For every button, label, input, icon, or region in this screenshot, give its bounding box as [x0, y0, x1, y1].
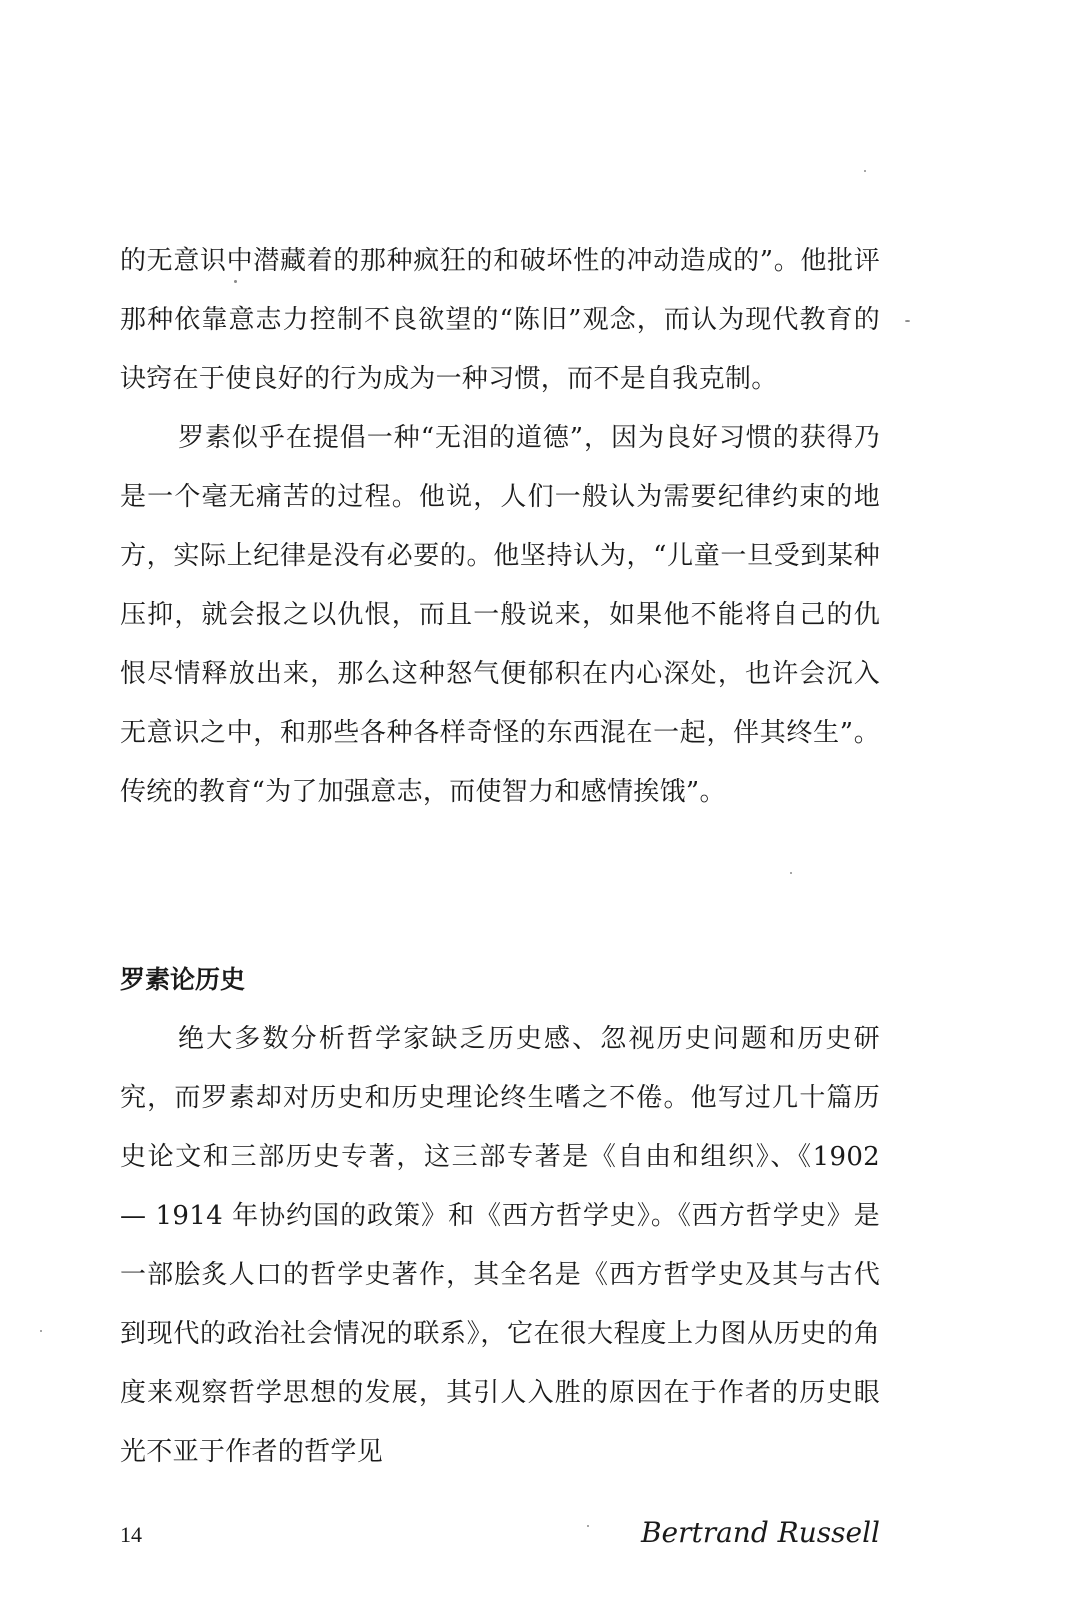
scan-speck	[864, 170, 866, 172]
paragraph-continued: 的无意识中潜藏着的那种疯狂的和破坏性的冲动造成的”。他批评那种依靠意志力控制不良欲望的“陈旧”观念，而认为现代教育的诀窍在于使良好的行为成为一种习惯，而不是自我克制。	[120, 246, 880, 394]
scan-speck	[587, 1525, 589, 1527]
paragraph: 罗素似乎在提倡一种“无泪的道德”，因为良好习惯的获得乃是一个毫无痛苦的过程。他说，人们一般认为需要纪律约束的地方，实际上纪律是没有必要的。他坚持认为，“儿童一旦受到某种压抑，就会报之以仇恨，而且一般说来，如果他不能将自己的仇恨尽情释放出来，那么这种怒气便郁积在内心深处，也许会沉入无意识之中，和那些各种各样奇怪的东西混在一起，伴其终生”。传统的教育“为了加强意志，而使智力和感情挨饿”。	[120, 423, 880, 807]
section-heading: 罗素论历史	[120, 965, 246, 994]
section-body	[120, 1010, 880, 1482]
running-footer-title: Bertrand Russell	[640, 1516, 880, 1549]
paragraph: 绝大多数分析哲学家缺乏历史感、忽视历史问题和历史研究，而罗素却对历史和历史理论终生嗜之不倦。他写过几十篇历史论文和三部历史专著，这三部专著是《自由和组织》、《1902 — 1914 年协约国的政策》和《西方哲学史》。《西方哲学史》是一部脍炙人口的哲学史著作，其全名是《西方哲学史及其与古代到现代的政治社会情况的联系》，它在很大程度上力图从历史的角度来观察哲学思想的发展，其引人入胜的原因在于作者的历史眼光不亚于作者的哲学见	[120, 1024, 880, 1467]
body-text	[120, 232, 880, 822]
scan-speck	[40, 1330, 42, 1332]
scan-speck	[790, 872, 792, 874]
scan-speck	[234, 280, 237, 283]
page-number: 14	[120, 1522, 142, 1547]
scan-speck	[905, 320, 910, 322]
